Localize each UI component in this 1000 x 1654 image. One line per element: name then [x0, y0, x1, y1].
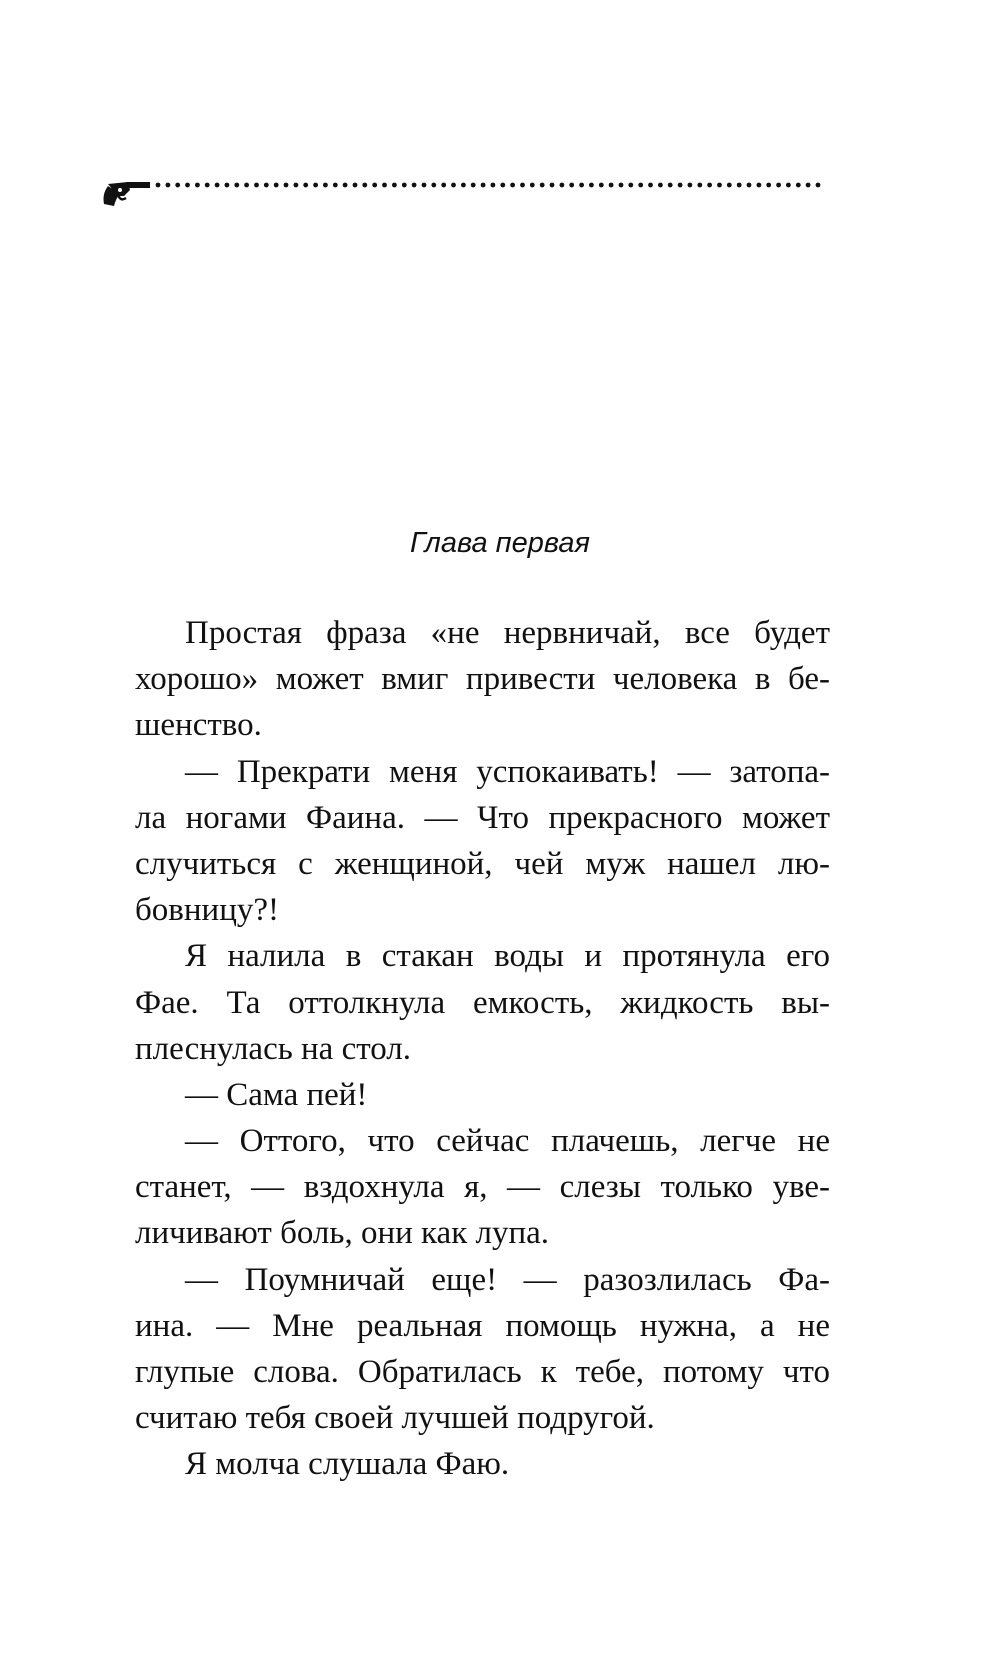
- revolver-icon: [104, 182, 151, 206]
- text-line: Фае. Та оттолкнула емкость, жидкость вы-: [135, 984, 830, 1021]
- leader-dot: [166, 183, 171, 188]
- leader-dot: [333, 183, 338, 188]
- leader-dot: [225, 183, 230, 188]
- leader-dot: [313, 183, 318, 188]
- ornament-graphic: [104, 180, 824, 224]
- text-line: — Прекрати меня успокаивать! — затопа-: [185, 753, 830, 790]
- leader-dot: [569, 183, 574, 188]
- leader-dot: [589, 183, 594, 188]
- text-line: ла ногами Фаина. — Что прекрасного может: [135, 799, 830, 836]
- text-line: шенство.: [135, 707, 262, 744]
- leader-dot: [244, 183, 249, 188]
- leader-dot: [185, 183, 190, 188]
- leader-dot: [461, 183, 466, 188]
- leader-dot: [264, 183, 269, 188]
- text-line: станет, — вздохнула я, — слезы только уве-: [135, 1169, 830, 1206]
- leader-dot: [402, 183, 407, 188]
- leader-dot: [628, 183, 633, 188]
- leader-dot: [156, 183, 161, 188]
- leader-dot: [766, 183, 771, 188]
- text-line: хорошо» может вмиг привести человека в бе-: [135, 661, 830, 698]
- leader-dot: [520, 183, 525, 188]
- leader-dot: [491, 183, 496, 188]
- leader-dot: [806, 183, 811, 188]
- leader-dot: [294, 183, 299, 188]
- chapter-ornament: [104, 180, 824, 224]
- text-line: Простая фраза «не нервничай, все будет: [185, 615, 830, 651]
- text-line: бовницу?!: [135, 892, 279, 929]
- leader-dot: [648, 183, 653, 188]
- text-line: случиться с женщиной, чей муж нашел лю-: [135, 845, 830, 882]
- leader-dot: [205, 183, 210, 188]
- leader-dot: [471, 183, 476, 188]
- body-text: [135, 610, 830, 1488]
- leader-dot: [540, 183, 545, 188]
- leader-dot: [195, 183, 200, 188]
- leader-dot: [688, 183, 693, 188]
- text-line: Я налила в стакан воды и протянула его: [185, 938, 830, 975]
- leader-dot: [382, 183, 387, 188]
- chapter-title: Глава первая: [409, 527, 590, 559]
- leader-dot: [560, 183, 565, 188]
- leader-dot: [215, 183, 220, 188]
- leader-dot: [609, 183, 614, 188]
- leader-dot: [619, 183, 624, 188]
- leader-dot: [353, 183, 358, 188]
- leader-dot: [737, 183, 742, 188]
- text-line: глупые слова. Обратилась к тебе, потому что: [135, 1354, 830, 1390]
- leader-dot: [816, 183, 821, 188]
- leader-dot: [451, 183, 456, 188]
- leader-dot: [175, 183, 180, 188]
- paragraph: [135, 749, 830, 934]
- leader-dot: [274, 183, 279, 188]
- paragraph: [135, 933, 830, 1072]
- leader-dot: [284, 183, 289, 188]
- paragraph: [135, 1072, 830, 1118]
- leader-dot: [717, 183, 722, 188]
- leader-dot: [481, 183, 486, 188]
- leader-dot: [412, 183, 417, 188]
- leader-dot: [668, 183, 673, 188]
- text-line: личивают боль, они как лупа.: [135, 1215, 549, 1252]
- leader-dot: [441, 183, 446, 188]
- leader-dot: [500, 183, 505, 188]
- text-line: считаю тебя своей лучшей подругой.: [135, 1400, 655, 1437]
- leader-dot: [638, 183, 643, 188]
- leader-dot: [786, 183, 791, 188]
- text-line: ина. — Мне реальная помощь нужна, а не: [135, 1307, 830, 1344]
- leader-dot: [776, 183, 781, 188]
- leader-dot: [579, 183, 584, 188]
- leader-dot: [747, 183, 752, 188]
- paragraph: [135, 1118, 830, 1257]
- text-line: — Поумничай еще! — разозлилась Фа-: [185, 1261, 830, 1298]
- leader-dot: [323, 183, 328, 188]
- leader-dot: [599, 183, 604, 188]
- leader-dot: [530, 183, 535, 188]
- leader-dot: [727, 183, 732, 188]
- leader-dot: [510, 183, 515, 188]
- leader-dot: [254, 183, 259, 188]
- text-line: — Сама пей!: [185, 1076, 368, 1113]
- leader-dot: [796, 183, 801, 188]
- leader-dot: [658, 183, 663, 188]
- leader-dot: [431, 183, 436, 188]
- leader-dot: [234, 183, 239, 188]
- leader-dot: [362, 183, 367, 188]
- leader-dot: [422, 183, 427, 188]
- leader-dot: [697, 183, 702, 188]
- leader-dot: [678, 183, 683, 188]
- leader-dot: [303, 183, 308, 188]
- leader-dot: [343, 183, 348, 188]
- leader-dot: [372, 183, 377, 188]
- text-line: — Оттого, что сейчас плачешь, легче не: [185, 1123, 830, 1160]
- paragraph: [135, 1441, 830, 1487]
- text-line: Я молча слушала Фаю.: [185, 1446, 510, 1483]
- leader-dot: [707, 183, 712, 188]
- paragraph: [135, 610, 830, 749]
- leader-dot: [757, 183, 762, 188]
- text-line: плеснулась на стол.: [135, 1030, 411, 1067]
- leader-dot: [392, 183, 397, 188]
- dotted-leader-line: [156, 183, 821, 188]
- leader-dot: [550, 183, 555, 188]
- paragraph: [135, 1257, 830, 1442]
